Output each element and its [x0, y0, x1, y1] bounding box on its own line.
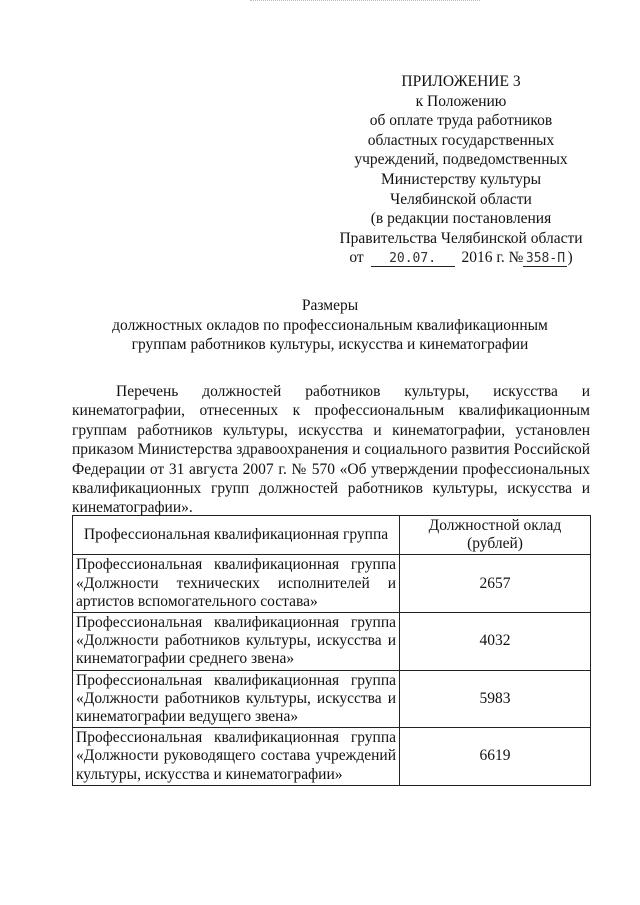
- salary-cell: 6619: [400, 728, 591, 786]
- table-row: [73, 555, 591, 613]
- table-row: [73, 613, 591, 671]
- title-line: должностных окладов по профессиональным квалификационным: [112, 316, 548, 334]
- group-cell: Профессиональная квалификационная группа «Должности работников культуры, искусства и кинематографии ведущего звена»: [73, 670, 400, 728]
- appendix-line: Правительства Челябинской области: [339, 229, 583, 247]
- intro-paragraph: Перечень должностей работников культуры, искусства и кинематографии, отнесенных к профессиональным квалификационным группам работников культуры, искусства и кинематографии, установлен приказом Министерства здравоохранения и социального развития Российской Федерации от 31 августа 2007 г. № 570 «Об утверждении профессиональных квалификационных групп должностей работников культуры, искусства и кинематографии».: [72, 383, 590, 517]
- salary-cell: 2657: [400, 555, 591, 613]
- group-cell: Профессиональная квалификационная группа «Должности технических исполнителей и артистов вспомогательного состава»: [73, 555, 400, 613]
- title-line: группам работников культуры, искусства и кинематографии: [131, 336, 529, 353]
- appendix-line: (в редакции постановления: [370, 210, 552, 228]
- decree-number-field: 358-П: [523, 251, 567, 267]
- appendix-line: учреждений, подведомственных: [354, 151, 568, 169]
- salary-table: [72, 515, 591, 786]
- appendix-title: ПРИЛОЖЕНИЕ 3: [401, 73, 521, 90]
- title-line: Размеры: [301, 297, 359, 314]
- appendix-line: об оплате труда работников: [369, 112, 553, 130]
- group-cell: Профессиональная квалификационная группа «Должности руководящего состава учреждений культуры, искусства и кинематографии»: [73, 728, 400, 786]
- table-header-row: [73, 516, 591, 555]
- date-prefix: от: [349, 249, 364, 267]
- appendix-line: к Положению: [415, 92, 507, 110]
- document-title: [90, 296, 570, 355]
- salary-cell: 4032: [400, 613, 591, 671]
- year-text: 2016 г. №: [461, 249, 524, 267]
- table-row: [73, 670, 591, 728]
- scan-artifact: [250, 0, 480, 5]
- appendix-line: областных государственных: [367, 131, 555, 149]
- appendix-date-line: [330, 248, 592, 268]
- header-salary: Должностной оклад (рублей): [400, 516, 591, 555]
- closing-paren: ): [567, 249, 573, 267]
- table-row: [73, 728, 591, 786]
- header-group: Профессиональная квалификационная группа: [73, 516, 400, 555]
- appendix-line: Министерству культуры: [380, 170, 542, 188]
- group-cell: Профессиональная квалификационная группа «Должности работников культуры, искусства и кинематографии среднего звена»: [73, 613, 400, 671]
- salary-cell: 5983: [400, 670, 591, 728]
- appendix-line: Челябинской области: [390, 190, 532, 208]
- date-field: 20.07.: [371, 251, 455, 267]
- appendix-header: [330, 72, 592, 268]
